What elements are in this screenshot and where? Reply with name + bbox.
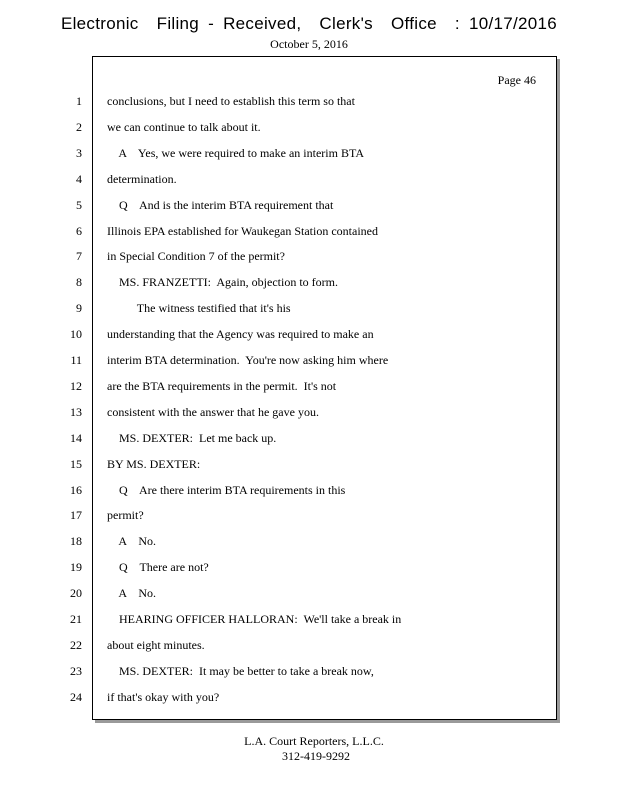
line-text: The witness testified that it's his <box>107 301 291 315</box>
line-text: A No. <box>107 534 157 548</box>
transcript-date: October 5, 2016 <box>270 37 348 51</box>
line-text: A Yes, we were required to make an interim BTA <box>107 146 364 160</box>
line-text: Illinois EPA established for Waukegan Station contained <box>107 224 378 238</box>
page-number: Page 46 <box>497 73 536 87</box>
line-number: 7 <box>76 249 82 263</box>
line-number: 16 <box>70 483 82 497</box>
line-text: interim BTA determination. You're now asking him where <box>107 353 389 367</box>
line-number: 19 <box>70 560 82 574</box>
line-number: 21 <box>70 612 82 626</box>
line-number: 1 <box>76 94 82 108</box>
reporter-company: L.A. Court Reporters, L.L.C. <box>244 734 384 748</box>
line-text: consistent with the answer that he gave you. <box>107 405 319 419</box>
line-number: 20 <box>70 586 82 600</box>
line-text: conclusions, but I need to establish this term so that <box>107 94 355 108</box>
line-text: MS. FRANZETTI: Again, objection to form. <box>107 275 338 289</box>
line-text: understanding that the Agency was required to make an <box>107 327 374 341</box>
line-number: 2 <box>76 120 82 134</box>
filing-stamp: Electronic Filing - Received, Clerk's Office : 10/17/2016 <box>60 14 558 33</box>
line-number: 24 <box>70 690 82 704</box>
line-number: 13 <box>70 405 82 419</box>
line-number: 6 <box>76 224 82 238</box>
reporter-phone: 312-419-9292 <box>282 749 350 763</box>
line-number: 23 <box>70 664 82 678</box>
line-text: if that's okay with you? <box>107 690 220 704</box>
line-number: 8 <box>76 275 82 289</box>
line-text: about eight minutes. <box>107 638 205 652</box>
line-number: 22 <box>70 638 82 652</box>
line-text: BY MS. DEXTER: <box>107 457 201 471</box>
line-number: 10 <box>70 327 82 341</box>
line-number: 3 <box>76 146 82 160</box>
line-text: in Special Condition 7 of the permit? <box>107 249 285 263</box>
line-text: Q And is the interim BTA requirement that <box>107 198 334 212</box>
line-number: 4 <box>76 172 82 186</box>
line-number: 17 <box>70 508 82 522</box>
line-number: 12 <box>70 379 82 393</box>
line-text: HEARING OFFICER HALLORAN: We'll take a break in <box>107 612 402 626</box>
line-number: 15 <box>70 457 82 471</box>
line-number: 5 <box>76 198 82 212</box>
line-text: MS. DEXTER: Let me back up. <box>107 431 277 445</box>
line-text: MS. DEXTER: It may be better to take a break now, <box>107 664 374 678</box>
line-number: 11 <box>70 353 82 367</box>
line-text: are the BTA requirements in the permit. It's not <box>107 379 337 393</box>
line-text: Q There are not? <box>107 560 209 574</box>
line-text: Q Are there interim BTA requirements in this <box>107 483 346 497</box>
line-number: 14 <box>70 431 82 445</box>
line-text: we can continue to talk about it. <box>107 120 261 134</box>
line-number: 18 <box>70 534 82 548</box>
line-text: permit? <box>107 508 144 522</box>
line-number: 9 <box>76 301 82 315</box>
line-text: A No. <box>107 586 157 600</box>
line-text: determination. <box>107 172 177 186</box>
